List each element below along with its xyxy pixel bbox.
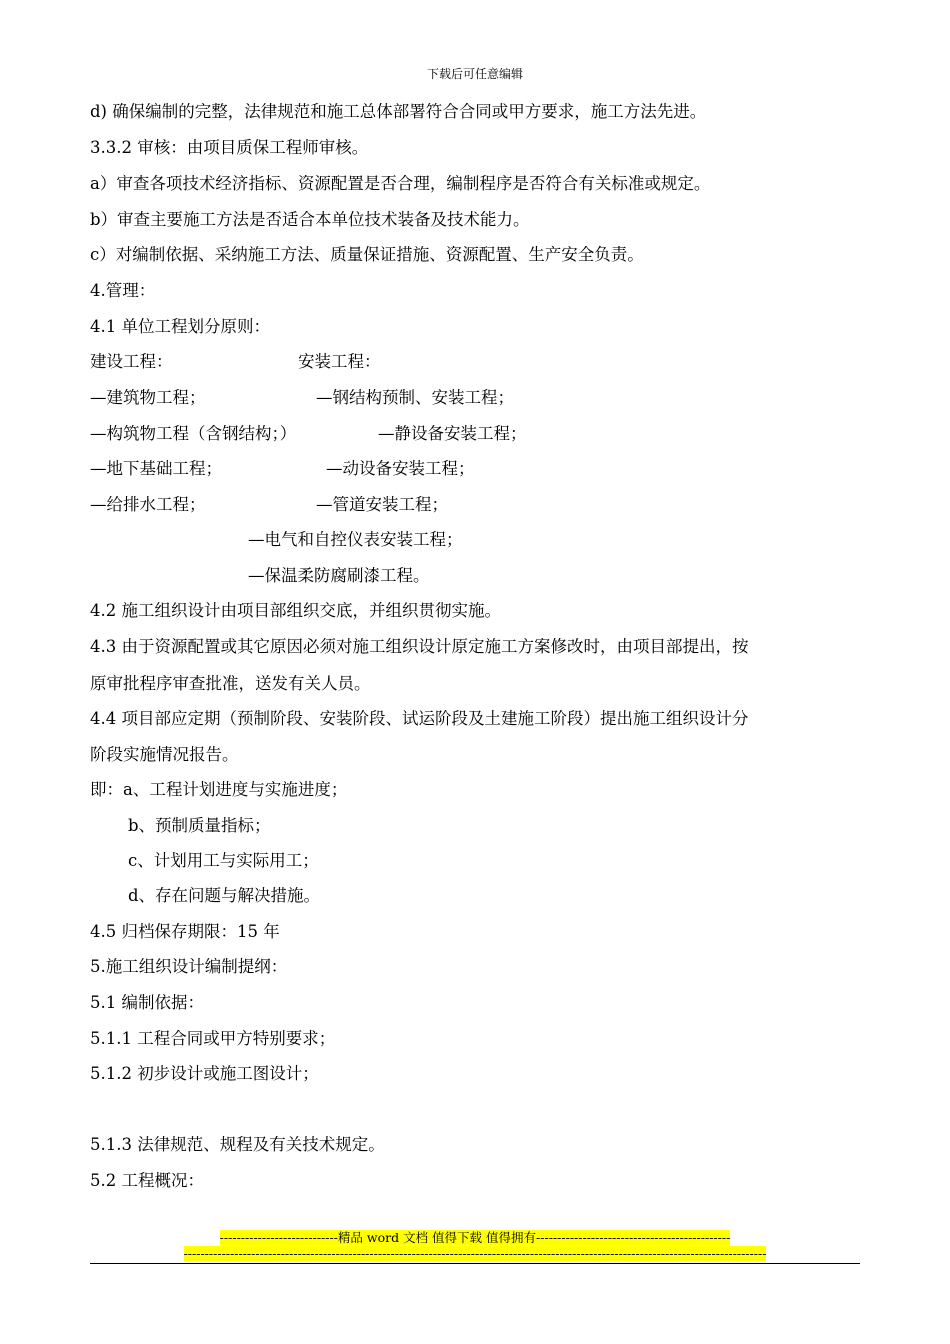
footer-banner-line-1	[0, 1230, 950, 1245]
list-item: —静设备安装工程；	[378, 424, 527, 443]
list-item: —电气和自控仪表安装工程；	[248, 530, 463, 549]
text-line: 5.1.3 法律规范、规程及有关技术规定。	[90, 1135, 385, 1154]
text-line: a）审查各项技术经济指标、资源配置是否合理，编制程序是否符合有关标准或规定。	[90, 174, 711, 193]
footer-banner-dashes: ------------------------------------------------------------------------------------------------------------------------------------------	[183, 1246, 767, 1261]
text-line: 阶段实施情况报告。	[90, 745, 239, 764]
list-item: b、预制质量指标；	[128, 816, 271, 835]
page-header: 下载后可任意编辑	[426, 67, 523, 81]
list-item: —给排水工程；	[90, 495, 206, 514]
list-item: —建筑物工程；	[90, 388, 206, 407]
column-heading-installation: 安装工程：	[298, 352, 381, 371]
list-item: —钢结构预制、安装工程；	[316, 388, 514, 407]
list-item: c、计划用工与实际用工；	[128, 851, 319, 870]
text-line: 5.1 编制依据：	[90, 993, 204, 1012]
column-heading-construction: 建设工程：	[90, 352, 173, 371]
list-item: —动设备安装工程；	[326, 459, 475, 478]
text-line: 5.1.1 工程合同或甲方特别要求；	[90, 1029, 336, 1048]
footer-rule	[90, 1263, 860, 1264]
text-line: 4.5 归档保存期限：15 年	[90, 922, 280, 941]
section-heading: 5.施工组织设计编制提纲：	[90, 957, 288, 976]
text-line: 4.4 项目部应定期（预制阶段、安装阶段、试运阶段及土建施工阶段）提出施工组织设计分	[90, 709, 749, 728]
text-line: 即：a、工程计划进度与实施进度；	[90, 780, 348, 799]
list-item: —管道安装工程；	[316, 495, 448, 514]
list-item: —地下基础工程；	[90, 459, 222, 478]
text-line: 4.2 施工组织设计由项目部组织交底，并组织贯彻实施。	[90, 601, 501, 620]
footer-banner-line-2	[0, 1246, 950, 1261]
section-heading: 4.管理：	[90, 281, 156, 300]
text-line: c）对编制依据、采纳施工方法、质量保证措施、资源配置、生产安全负责。	[90, 245, 644, 264]
text-line: d) 确保编制的完整，法律规范和施工总体部署符合合同或甲方要求，施工方法先进。	[90, 102, 707, 121]
text-line: 4.3 由于资源配置或其它原因必须对施工组织设计原定施工方案修改时，由项目部提出，按	[90, 637, 749, 656]
text-line: 3.3.2 审核：由项目质保工程师审核。	[90, 138, 369, 157]
text-line: 5.2 工程概况：	[90, 1171, 204, 1190]
text-line: 原审批程序审查批准，送发有关人员。	[90, 674, 371, 693]
list-item: d、存在问题与解决措施。	[128, 886, 321, 905]
text-line: 5.1.2 初步设计或施工图设计；	[90, 1064, 319, 1083]
text-line: 4.1 单位工程划分原则：	[90, 317, 270, 336]
list-item: —构筑物工程（含钢结构；）	[90, 424, 297, 443]
footer-banner-text: ----------------------------精品 word 文档 值得下载 值得拥有----------------------------------------------	[219, 1230, 731, 1245]
list-item: —保温柔防腐刷漆工程。	[248, 566, 430, 585]
text-line: b）审查主要施工方法是否适合本单位技术装备及技术能力。	[90, 210, 530, 229]
